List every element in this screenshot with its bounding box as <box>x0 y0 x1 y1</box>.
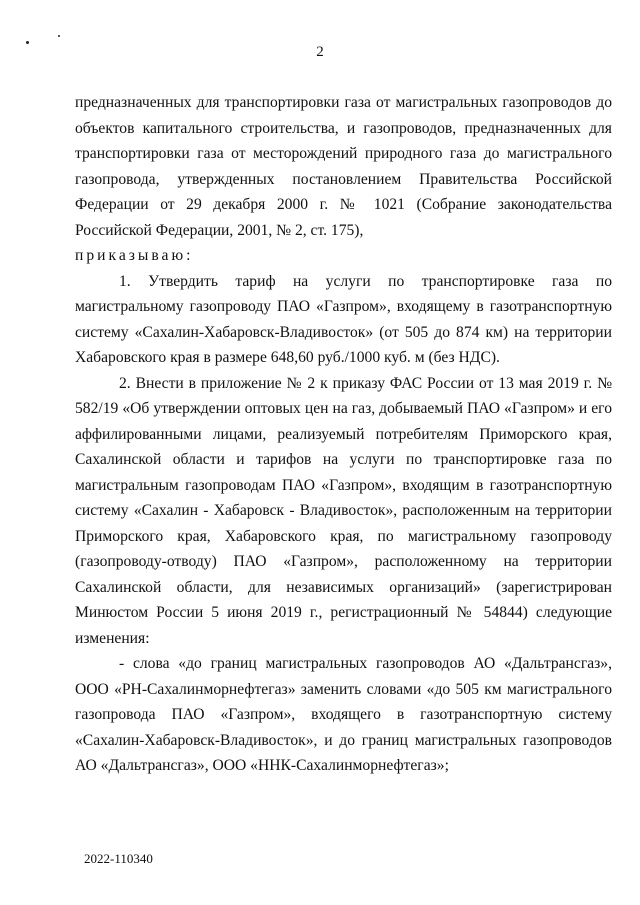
document-code: 2022-110340 <box>84 851 153 866</box>
paragraph-preamble: предназначенных для транспортировки газа от магистральных газопроводов до объектов капитального строительства, и газопроводов, предназначенных для транспортировки газа от месторождений природного газа до магистрального газопровода, утвержденных постановлением Правительства Российской Федерации от 29 декабря 2000 г. № 1021 (Собрание законодательства Российской Федерации, 2001, № 2, ст. 175), <box>75 94 612 239</box>
paragraph-amendment: - слова «до границ магистральных газопроводов АО «Дальтрансгаз», ООО «РН-Сахалинморнефтегаз» заменить словами «до 505 км магистрального газопровода ПАО «Газпром», входящего в газотранспортную систему «Сахалин-Хабаровск-Владивосток», и до границ магистральных газопроводов АО «Дальтрансгаз», ООО «ННК-Сахалинморнефтегаз»; <box>75 655 612 774</box>
document-body <box>75 90 612 779</box>
paragraph-item-2: 2. Внести в приложение № 2 к приказу ФАС России от 13 мая 2019 г. № 582/19 «Об утверждении оптовых цен на газ, добываемый ПАО «Газпром» и его аффилированными лицами, реализуемый потребителям Приморского края, Сахалинской области и тарифов на услуги по транспортировке газа по магистральным газопроводам ПАО «Газпром», входящим в газотранспортную систему «Сахалин - Хабаровск - Владивосток», расположенным на территории Приморского края, Хабаровского края, по магистральному газопроводу (газопроводу-отводу) ПАО «Газпром», расположенному на территории Сахалинской области, для независимых организаций» (зарегистрирован Минюстом России 5 июня 2019 г., регистрационный № 54844) следующие изменения: <box>75 374 612 647</box>
scan-speck <box>58 35 60 37</box>
paragraph-item-1: 1. Утвердить тариф на услуги по транспортировке газа по магистральному газопроводу ПАО «Газпром», входящему в газотранспортную систему «Сахалин-Хабаровск-Владивосток» (от 505 до 874 км) на территории Хабаровского края в размере 648,60 руб./1000 куб. м (без НДС). <box>75 272 612 366</box>
paragraph-order-word: приказываю: <box>75 247 194 264</box>
page-number: 2 <box>316 44 324 60</box>
